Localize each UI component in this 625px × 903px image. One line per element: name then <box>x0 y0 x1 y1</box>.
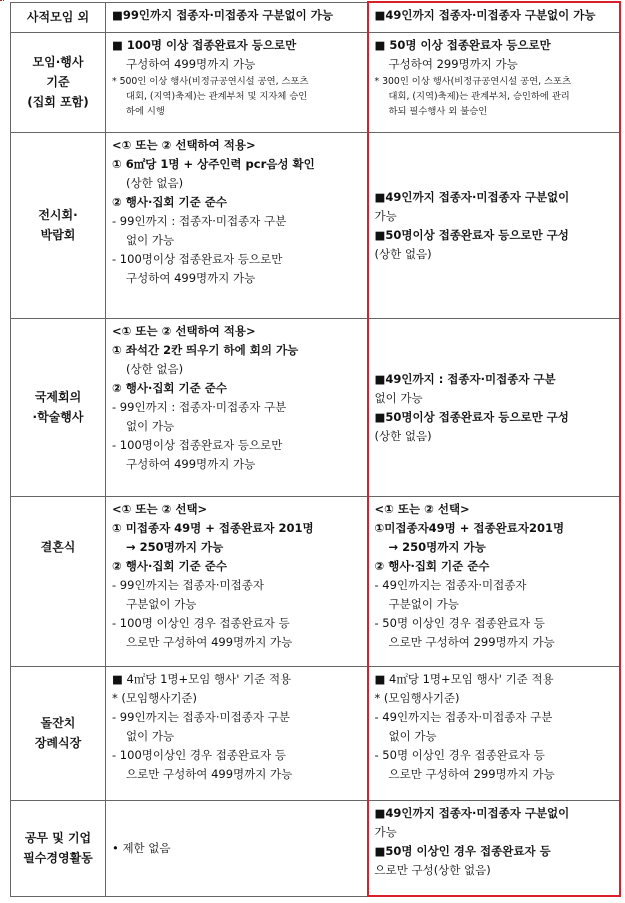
new-rule-cell: ■ 4㎡당 1명+모임 행사' 기준 적용 * (모임행사기준) - 49인까지는 접종자·미접종자 구분 없이 가능 - 50명 이상인 경우 접종완료자 등 으로만 구성하여 299명까지 가능 <box>368 666 620 800</box>
new-rule-cell: ■ 50명 이상 접종완료자 등으로만 구성하여 299명까지 가능 * 300인 이상 행사(비정규공연시설 공연, 스포츠 대회, (지역)축제)는 관계부처, 승인하에 관리 하되 필수행사 외 불승인 <box>368 32 620 132</box>
table-row <box>11 666 620 800</box>
new-rule-cell: ■49인까지 : 접종자·미접종자 구분 없이 가능 ■50명이상 접종완료자 등으로만 구성 (상한 없음) <box>368 318 620 496</box>
current-rule-cell: ■ 4㎡당 1명+모임 행사' 기준 적용 * (모임행사기준) - 99인까지는 접종자·미접종자 구분 없이 가능 - 100명이상인 경우 접종완료자 등 으로만 구성하여 499명까지 가능 <box>106 666 368 800</box>
new-rule-cell: ■49인까지 접종자·미접종자 구분없이 가능 ■50명이상 접종완료자 등으로만 구성 (상한 없음) <box>368 132 620 318</box>
row-label: 돌잔치 장례식장 <box>11 666 106 800</box>
current-rule-cell: <① 또는 ② 선택하여 적용> ① 좌석간 2칸 띄우기 하에 회의 가능 (상한 없음) ② 행사·집회 기준 준수 - 99인까지 : 접종자·미접종자 구분 없이 가능 - 100명이상 접종완료자 등으로만 구성하여 499명까지 가능 <box>106 318 368 496</box>
row-label: 결혼식 <box>11 496 106 666</box>
current-rule-cell: <① 또는 ② 선택> ① 미접종자 49명 + 접종완료자 201명 → 250명까지 가능 ② 행사·집회 기준 준수 - 99인까지는 접종자·미접종자 구분없이 가능 - 100명 이상인 경우 접종완료자 등 으로만 구성하여 499명까지 가능 <box>106 496 368 666</box>
gathering-rules-table <box>10 1 621 897</box>
new-rule-cell: <① 또는 ② 선택> ①미접종자49명 + 접종완료자201명 → 250명까지 가능 ② 행사·집회 기준 준수 - 49인까지는 접종자·미접종자 구분없이 가능 - 50명 이상인 경우 접종완료자 등 으로만 구성하여 299명까지 가능 <box>368 496 620 666</box>
current-rule-cell: ■99인까지 접종자·미접종자 구분없이 가능 <box>106 2 368 32</box>
row-label: 전시회· 박람회 <box>11 132 106 318</box>
row-label: 국제회의 ·학술행사 <box>11 318 106 496</box>
table-row <box>11 2 620 32</box>
table-row <box>11 800 620 896</box>
current-rule-cell: • 제한 없음 <box>106 800 368 896</box>
current-rule-cell: <① 또는 ② 선택하여 적용> ① 6㎡당 1명 + 상주인력 pcr음성 확인 (상한 없음) ② 행사·집회 기준 준수 - 99인까지 : 접종자·미접종자 구분 없이 가능 - 100명이상 접종완료자 등으로만 구성하여 499명까지 가능 <box>106 132 368 318</box>
new-rule-cell: ■49인까지 접종자·미접종자 구분없이 가능 ■50명 이상인 경우 접종완료자 등 으로만 구성(상한 없음) <box>368 800 620 896</box>
table-row <box>11 132 620 318</box>
row-label: 모임·행사 기준 (집회 포함) <box>11 32 106 132</box>
table-row <box>11 496 620 666</box>
table-row <box>11 318 620 496</box>
margin-marker <box>0 0 4 57</box>
current-rule-cell: ■ 100명 이상 접종완료자 등으로만 구성하여 499명까지 가능 * 500인 이상 행사(비정규공연시설 공연, 스포츠 대회, (지역)축제)는 관계부처 및 지자체 승인 하에 시행 <box>106 32 368 132</box>
row-label: 사적모임 외 <box>11 2 106 32</box>
table-row <box>11 32 620 132</box>
new-rule-cell: ■49인까지 접종자·미접종자 구분없이 가능 <box>368 2 620 32</box>
row-label: 공무 및 기업 필수경영활동 <box>11 800 106 896</box>
